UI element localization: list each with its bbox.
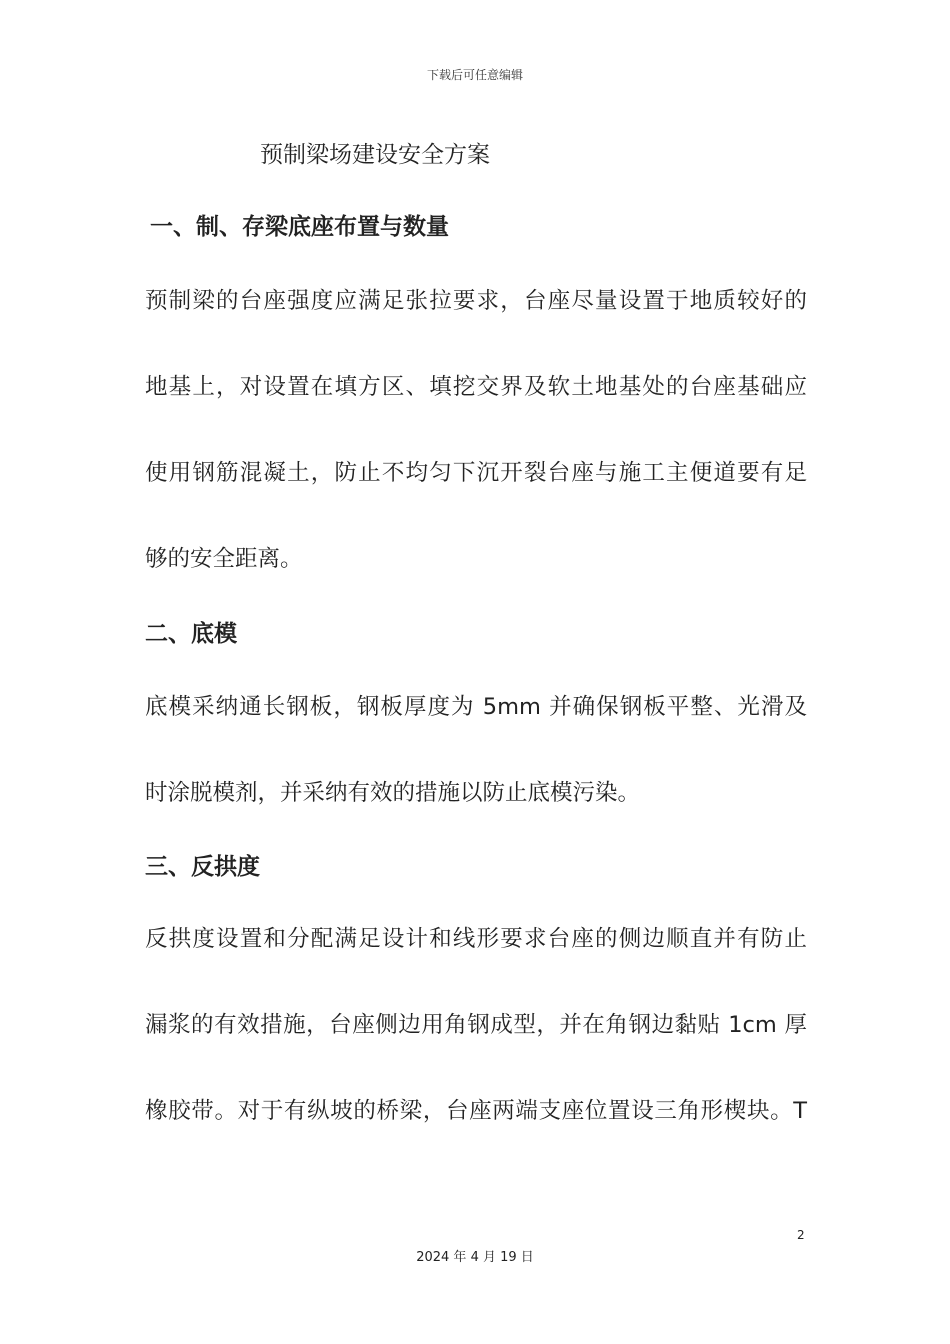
footer-date: 2024 年 4 月 19 日 — [416, 1250, 534, 1265]
paragraph-line: 漏浆的有效措施，台座侧边用角钢成型，并在角钢边黏贴 1cm 厚 — [145, 1012, 807, 1038]
paragraph-line: 橡胶带。对于有纵坡的桥梁，台座两端支座位置设三角形楔块。T — [145, 1098, 807, 1124]
section-heading-3: 三、反拱度 — [145, 854, 260, 880]
paragraph-line: 够的安全距离。 — [145, 546, 303, 572]
paragraph-line: 地基上，对设置在填方区、填挖交界及软土地基处的台座基础应 — [145, 374, 807, 400]
paragraph-line: 底模采纳通长钢板，钢板厚度为 5mm 并确保钢板平整、光滑及 — [145, 694, 807, 720]
document-title: 预制梁场建设安全方案 — [260, 142, 490, 168]
section-heading-1: 一、制、存梁底座布置与数量 — [150, 214, 449, 240]
paragraph-line: 预制梁的台座强度应满足张拉要求，台座尽量设置于地质较好的 — [145, 288, 807, 314]
paragraph-line: 时涂脱模剂，并采纳有效的措施以防止底模污染。 — [145, 780, 641, 806]
page-number: 2 — [797, 1228, 805, 1242]
page-header: 下载后可任意编辑 — [426, 68, 523, 82]
paragraph-line: 使用钢筋混凝土，防止不均匀下沉开裂台座与施工主便道要有足 — [145, 460, 807, 486]
paragraph-line: 反拱度设置和分配满足设计和线形要求台座的侧边顺直并有防止 — [145, 926, 807, 952]
section-heading-2: 二、底模 — [145, 621, 237, 647]
